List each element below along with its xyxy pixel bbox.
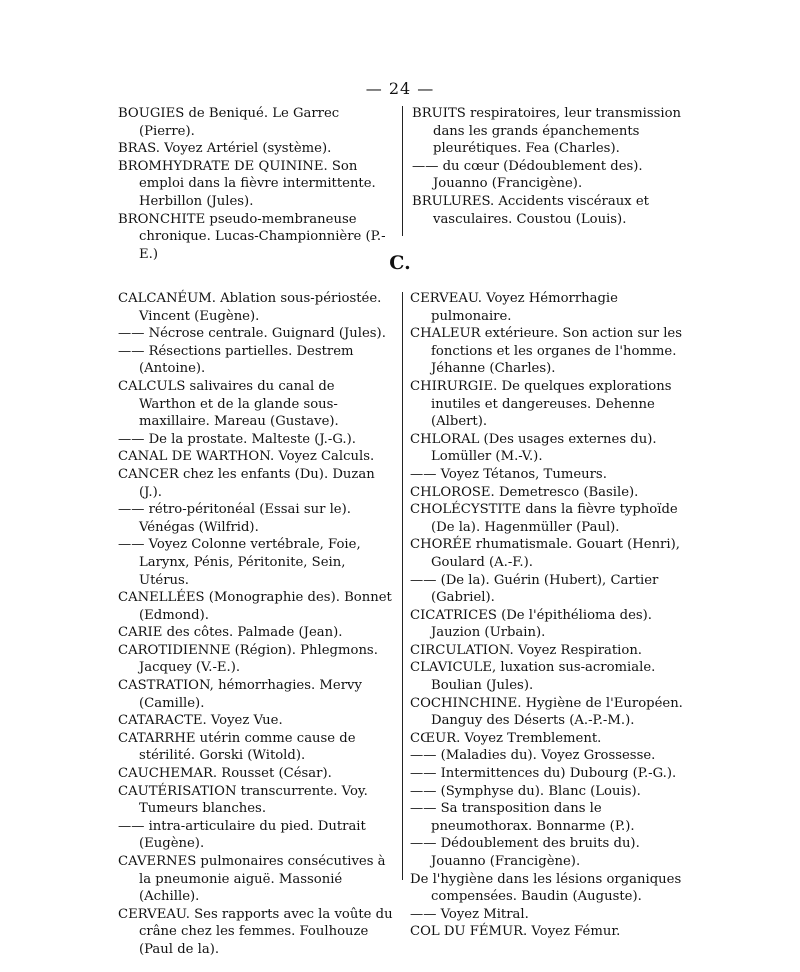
entry: CAVERNES pulmonaires consécutives à la pneumonie aiguë. Massonié (Achille). [118, 854, 386, 905]
entry: —— Voyez Mitral. [410, 906, 529, 922]
section-letter: C. [389, 252, 411, 274]
entry: —— Dédoublement des bruits du). Jouanno (Francigène). [410, 836, 640, 869]
entry: CARIE des côtes. Palmade (Jean). [118, 625, 343, 641]
entry: CHOLÉCYSTITE dans la fièvre typhoïde (De la). Hagenmüller (Paul). [410, 502, 678, 535]
entry: BROMHYDRATE DE QUININE. Son emploi dans la fièvre intermittente. Herbillon (Jules). [118, 158, 376, 209]
entry: CANELLÉES (Monographie des). Bonnet (Edmond). [118, 590, 392, 623]
column-top-right [412, 105, 688, 228]
entry: —— De la prostate. Malteste (J.-G.). [118, 431, 356, 447]
entry: CATARACTE. Voyez Vue. [118, 713, 283, 729]
entry: —— Sa transposition dans le pneumothorax. Bonnarme (P.). [410, 801, 635, 834]
entry: CATARRHE utérin comme cause de stérilité. Gorski (Witold). [118, 730, 356, 764]
entry: CASTRATION, hémorrhagies. Mervy (Camille). [118, 678, 362, 711]
entry: —— (Symphyse du). Blanc (Louis). [410, 783, 641, 799]
entry: —— intra-articulaire du pied. Dutrait (Eugène). [118, 818, 366, 852]
entry: —— Nécrose centrale. Guignard (Jules). [118, 326, 386, 342]
entry: CICATRICES (De l'épithélioma des). Jauzion (Urbain). [410, 607, 652, 641]
entry: CHLOROSE. Demetresco (Basile). [410, 484, 639, 500]
entry: —— (Maladies du). Voyez Grossesse. [410, 748, 656, 764]
entry: CANAL DE WARTHON. Voyez Calculs. [118, 449, 375, 465]
entry: CHORÉE rhumatismale. Gouart (Henri), Goulard (A.-F.). [410, 537, 680, 570]
entry: CIRCULATION. Voyez Respiration. [410, 642, 643, 658]
entry: BOUGIES de Beniqué. Le Garrec (Pierre). [118, 106, 340, 139]
entry: —— (De la). Guérin (Hubert), Cartier (Gabriel). [410, 572, 659, 606]
entry: —— du cœur (Dédoublement des). Jouanno (Francigène). [412, 158, 643, 192]
entry: CALCANÉUM. Ablation sous-périostée. Vincent (Eugène). [118, 291, 382, 324]
entry: CŒUR. Voyez Tremblement. [410, 730, 602, 746]
entry: CAUTÉRISATION transcurrente. Voy. Tumeurs blanches. [118, 783, 368, 817]
entry: CHALEUR extérieure. Son action sur les fonctions et les organes de l'homme. Jéhanne (Charles). [410, 326, 682, 377]
entry: CERVEAU. Voyez Hémorrhagie pulmonaire. [410, 291, 618, 324]
entry: BRAS. Voyez Artériel (système). [118, 141, 332, 157]
entry: —— Voyez Tétanos, Tumeurs. [410, 466, 607, 482]
entry: —— Voyez Colonne vertébrale, Foie, Larynx, Pénis, Péritonite, Sein, Utérus. [118, 537, 361, 588]
entry: CERVEAU. Ses rapports avec la voûte du crâne chez les femmes. Foulhouze (Paul de la). [118, 906, 393, 957]
entry: CHLORAL (Des usages externes du). Lomüller (M.-V.). [410, 431, 657, 465]
entry: —— rétro-péritonéal (Essai sur le). Vénégas (Wilfrid). [118, 502, 351, 535]
entry: CAUCHEMAR. Rousset (César). [118, 766, 332, 782]
entry: CLAVICULE, luxation sus-acromiale. Boulian (Jules). [410, 660, 656, 694]
column-divider-bottom [402, 292, 403, 880]
entry: BRONCHITE pseudo-membraneuse chronique. Lucas-Championnière (P.-E.) [118, 211, 386, 262]
entry: —— Intermittences du) Dubourg (P.-G.). [410, 766, 677, 782]
entry: De l'hygiène dans les lésions organiques compensées. Baudin (Auguste). [410, 871, 682, 905]
entry: CAROTIDIENNE (Région). Phlegmons. Jacquey (V.-E.). [118, 642, 378, 676]
entry: BRULURES. Accidents viscéraux et vasculaires. Coustou (Louis). [412, 193, 649, 227]
column-bottom-left [118, 290, 395, 959]
column-bottom-right [410, 290, 688, 941]
entry: BRUITS respiratoires, leur transmission dans les grands épanchements pleurétiques. Fea (Charles). [412, 106, 682, 157]
page-number: — 24 — [365, 79, 435, 98]
entry: —— Résections partielles. Destrem (Antoine). [118, 343, 354, 377]
column-divider-top [402, 106, 403, 236]
entry: COCHINCHINE. Hygiène de l'Européen. Danguy des Déserts (A.-P.-M.). [410, 695, 683, 729]
column-top-left [118, 105, 395, 263]
entry: COL DU FÉMUR. Voyez Fémur. [410, 924, 621, 940]
entry: CANCER chez les enfants (Du). Duzan (J.). [118, 466, 375, 500]
entry: CHIRURGIE. De quelques explorations inutiles et dangereuses. Dehenne (Albert). [410, 378, 672, 430]
entry: CALCULS salivaires du canal de Warthon et de la glande sous-maxillaire. Mareau (Gustave). [118, 378, 339, 430]
